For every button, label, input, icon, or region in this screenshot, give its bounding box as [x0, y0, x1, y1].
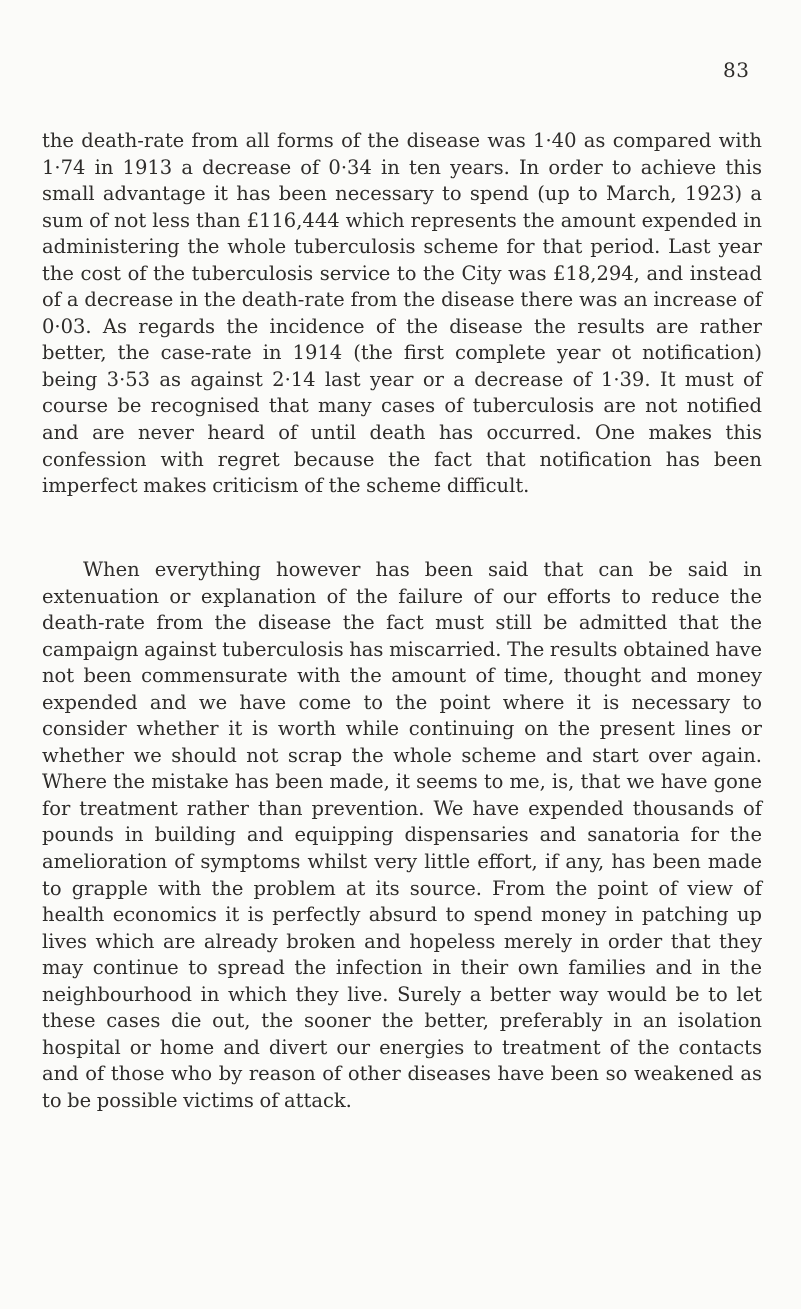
page-number: 83 [723, 58, 750, 82]
paragraph-death-rate-costs: the death-rate from all forms of the disease was 1·40 as compared with 1·74 in 1913 a decrease of 0·34 in ten years. In order to achieve this small advantage it has been necessary to spend (up to March, 1923) a sum of not less than £116,444 which represents the amount expended in administering the whole tuberculosis scheme for that period. Last year the cost of the tuberculosis service to the City was £18,294, and instead of a decrease in the death-rate from the disease there was an increase of 0·03. As regards the incidence of the disease the results are rather better, the case-rate in 1914 (the first complete year ot notification) being 3·53 as against 2·14 last year or a decrease of 1·39. It must of course be recognised that many cases of tuberculosis are not notified and are never heard of until death has occurred. One makes this confession with regret because the fact that notification has been imperfect makes criticism of the scheme difficult. [42, 129, 762, 498]
paragraph-campaign-failure: When everything however has been said that can be said in extenuation or explanation of the failure of our efforts to reduce the death-rate from the disease the fact must still be admitted that the campaign against tuberculosis has miscarried. The results obtained have not been commensurate with the amount of time, thought and money expended and we have come to the point where it is necessary to consider whether it is worth while continuing on the present lines or whether we should not scrap the whole scheme and start over again. Where the mistake has been made, it seems to me, is, that we have gone for treatment rather than prevention. We have expended thousands of pounds in building and equipping dispensaries and sanatoria for the amelioration of symptoms whilst very little effort, if any, has been made to grapple with the problem at its source. From the point of view of health economics it is perfectly absurd to spend money in patching up lives which are already broken and hopeless merely in order that they may continue to spread the infection in their own families and in the neighbourhood in which they live. Surely a better way would be to let these cases die out, the sooner the better, preferably in an isolation hospital or home and divert our energies to treatment of the contacts and of those who by reason of other diseases have been so weakened as to be possible victims of attack. [42, 558, 762, 1112]
